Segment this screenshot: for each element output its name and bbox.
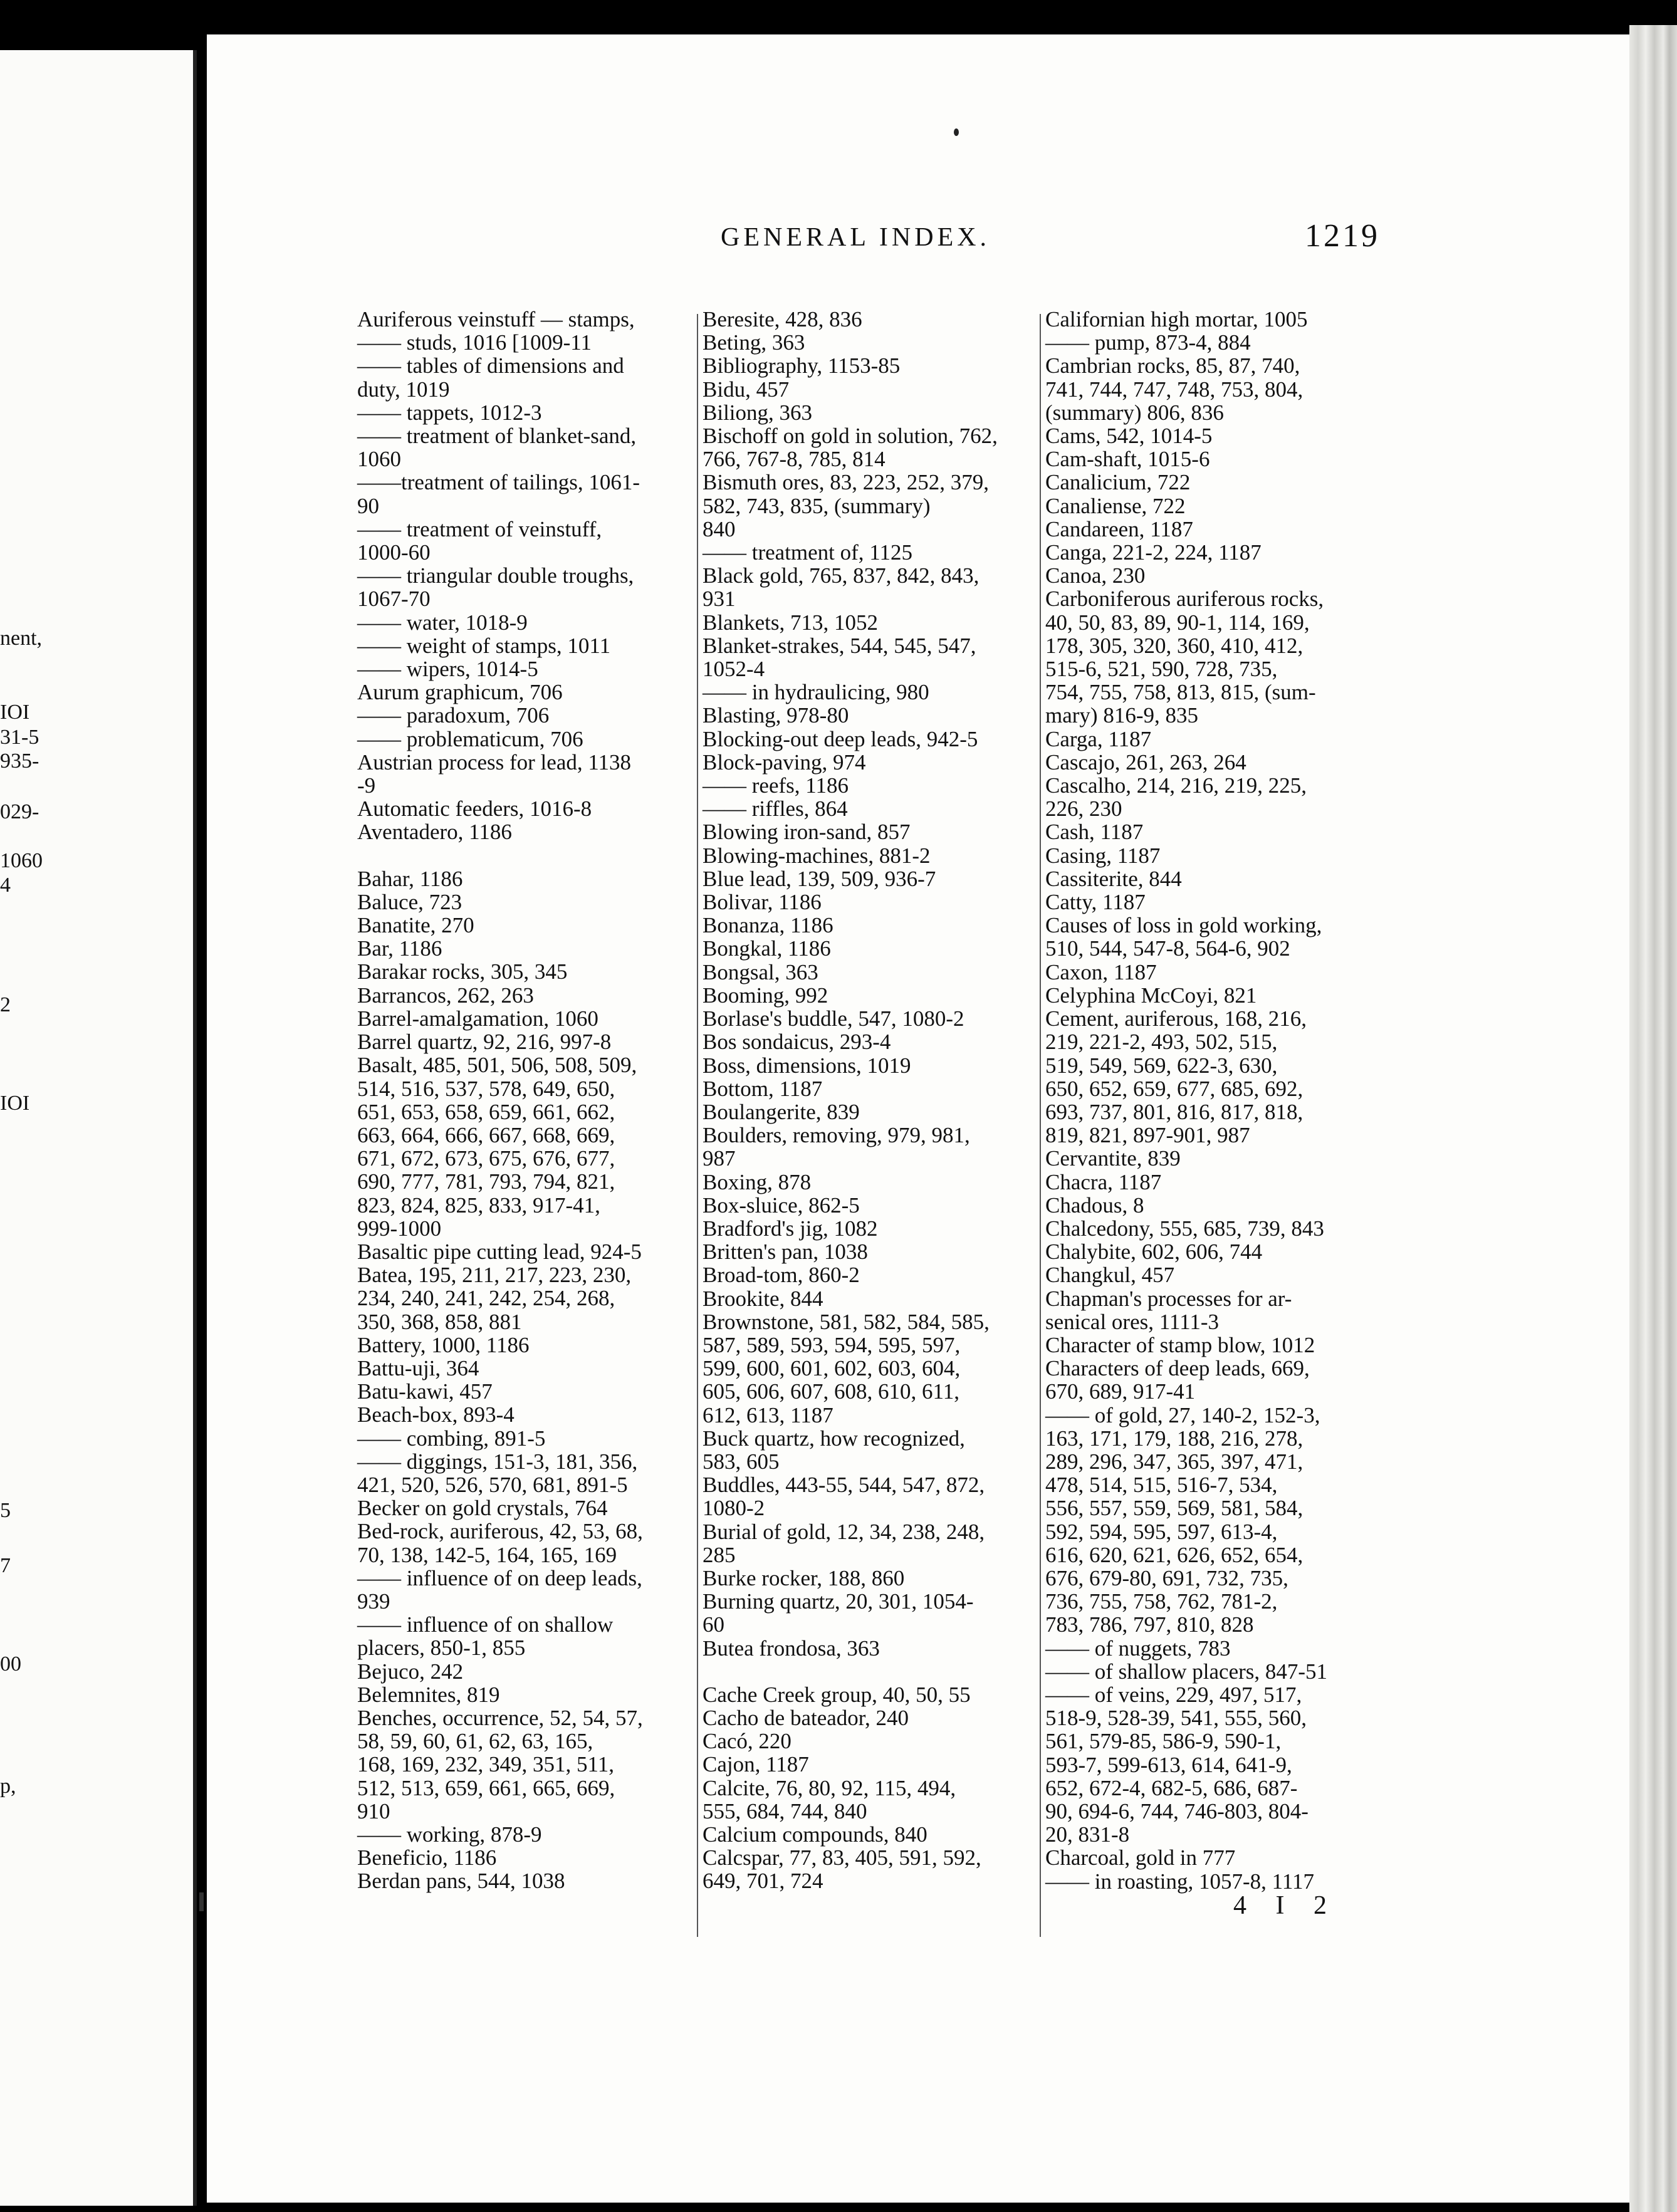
index-entry: Californian high mortar, 1005 [1045,307,1308,331]
index-entry: Bongkal, 1186 [703,936,831,961]
index-entry: 663, 664, 666, 667, 668, 669, [357,1122,615,1147]
index-entry: Bar, 1186 [357,936,442,961]
facing-page-text-fragment: p, [0,1775,16,1798]
index-entry: —— tables of dimensions and [357,353,624,378]
index-entry: —— paradoxum, 706 [357,703,550,728]
index-entry: Boxing, 878 [703,1169,812,1194]
index-entry: Cams, 542, 1014-5 [1045,424,1213,449]
index-entry: —— pump, 873-4, 884 [1045,330,1251,355]
index-entry: Battu-uji, 364 [357,1355,479,1380]
index-entry: 512, 513, 659, 661, 665, 669, [357,1775,615,1800]
index-entry: -9 [357,773,376,798]
index-entry: 599, 600, 601, 602, 603, 604, [703,1356,961,1381]
index-entry: —— influence of on deep leads, [357,1565,642,1590]
facing-page-text-fragment: 31-5 [0,726,39,749]
index-entry: 819, 821, 897-901, 987 [1045,1123,1250,1148]
index-entry: —— treatment of, 1125 [703,540,913,565]
index-entry: 754, 755, 758, 813, 815, (sum- [1045,680,1316,705]
index-entry: Blasting, 978-80 [703,703,849,728]
index-entry: 90 [357,493,379,518]
index-entry: —— of shallow placers, 847-51 [1045,1659,1328,1684]
index-entry: 593-7, 599-613, 614, 641-9, [1045,1752,1292,1777]
index-entry: 60 [703,1612,724,1637]
index-entry: Burning quartz, 20, 301, 1054- [703,1589,974,1614]
index-entry: Canoa, 230 [1045,563,1146,588]
index-entry: mary) 816-9, 835 [1045,703,1198,728]
index-entry: —— treatment of blanket-sand, [357,424,637,449]
index-entry: 519, 549, 569, 622-3, 630, [1045,1053,1278,1078]
index-entry: 556, 557, 559, 569, 581, 584, [1045,1496,1303,1521]
index-column-2 [703,308,1060,1893]
index-entry: 20, 831-8 [1045,1822,1130,1847]
index-entry: Beresite, 428, 836 [703,307,862,331]
index-entry: Bos sondaicus, 293-4 [703,1030,891,1055]
index-entry: —— in hydraulicing, 980 [703,680,929,705]
index-entry: Basaltic pipe cutting lead, 924-5 [357,1239,642,1264]
index-page [207,34,1629,2203]
index-entry: Beneficio, 1186 [357,1845,497,1870]
index-entry: 515-6, 521, 590, 728, 735, [1045,657,1278,682]
index-entry: 612, 613, 1187 [703,1402,833,1427]
section-gap [357,844,696,867]
index-entry: 285 [703,1542,736,1567]
index-entry: 219, 221-2, 493, 502, 515, [1045,1030,1278,1055]
index-entry: Block-paving, 974 [703,749,866,775]
index-entry: 605, 606, 607, 608, 610, 611, [703,1379,959,1404]
index-entry: Beach-box, 893-4 [357,1402,515,1427]
index-entry: —— triangular double troughs, [357,563,634,588]
index-entry: Cassiterite, 844 [1045,866,1182,891]
index-entry: Blowing iron-sand, 857 [703,820,911,845]
index-entry: —— combing, 891-5 [357,1426,546,1451]
index-entry: Box-sluice, 862-5 [703,1192,860,1218]
index-entry: —— riffles, 864 [703,796,848,822]
index-entry: 649, 701, 724 [703,1869,823,1894]
index-entry: Blowing-machines, 881-2 [703,843,931,868]
index-entry: Catty, 1187 [1045,890,1146,915]
index-entry: Austrian process for lead, 1138 [357,749,632,775]
index-entry: 70, 138, 142-5, 164, 165, 169 [357,1542,617,1567]
facing-page-edge [0,50,197,2206]
index-entry: Banatite, 270 [357,913,474,938]
index-entry: Aventadero, 1186 [357,820,512,845]
index-entry: Cement, auriferous, 168, 216, [1045,1006,1307,1031]
index-entry: —— working, 878-9 [357,1822,542,1847]
page-header [207,211,1629,261]
index-entry: 1080-2 [703,1496,765,1521]
index-entry: 652, 672-4, 682-5, 686, 687- [1045,1775,1298,1800]
index-entry: Canaliense, 722 [1045,493,1186,518]
index-entry: Benches, occurrence, 52, 54, 57, [357,1705,643,1730]
index-entry: 234, 240, 241, 242, 254, 268, [357,1286,615,1311]
facing-page-text-fragment: IOI [0,1092,30,1115]
index-entry: Carga, 1187 [1045,726,1152,751]
index-entry: Barakar rocks, 305, 345 [357,959,568,984]
index-entry: Candareen, 1187 [1045,516,1193,541]
index-entry: Burial of gold, 12, 34, 238, 248, [703,1519,985,1544]
facing-page-text-fragment: 7 [0,1554,11,1577]
index-entry: placers, 850-1, 855 [357,1636,526,1661]
index-entry: Buddles, 443-55, 544, 547, 872, [703,1473,985,1498]
index-entry: Bischoff on gold in solution, 762, [703,424,998,449]
index-entry: Batea, 195, 211, 217, 223, 230, [357,1263,632,1288]
index-entry: Canalicium, 722 [1045,470,1191,495]
index-entry: 226, 230 [1045,796,1122,822]
index-entry: 561, 579-85, 586-9, 590-1, [1045,1729,1282,1754]
index-entry: Calcite, 76, 80, 92, 115, 494, [703,1775,956,1800]
index-entry: 690, 777, 781, 793, 794, 821, [357,1169,615,1194]
index-entry: —— weight of stamps, 1011 [357,633,611,658]
column-rule-1 [697,314,698,1937]
index-entry: Baluce, 723 [357,889,462,914]
index-entry: Black gold, 765, 837, 842, 843, [703,563,980,588]
index-entry: Carboniferous auriferous rocks, [1045,587,1324,612]
index-entry: Belemnites, 819 [357,1682,500,1707]
index-entry: Cash, 1187 [1045,820,1144,845]
index-entry: 289, 296, 347, 365, 397, 471, [1045,1449,1303,1474]
index-entry: 1052-4 [703,657,765,682]
index-entry: Burke rocker, 188, 860 [703,1565,905,1590]
index-entry: 58, 59, 60, 61, 62, 63, 165, [357,1729,593,1754]
printer-dot [954,128,959,136]
binding-mark [199,1892,204,1911]
index-column-3 [1045,308,1400,1893]
index-entry: Bahar, 1186 [357,866,463,891]
index-entry: Barrel quartz, 92, 216, 997-8 [357,1030,612,1055]
index-entry: 676, 679-80, 691, 732, 735, [1045,1565,1288,1590]
index-entry: Boulangerite, 839 [703,1099,860,1124]
facing-page-text-fragment: 4 [0,874,11,897]
index-entry: 693, 737, 801, 816, 817, 818, [1045,1099,1303,1124]
index-entry: —— diggings, 151-3, 181, 356, [357,1449,638,1474]
index-entry: Barrancos, 262, 263 [357,983,534,1008]
index-entry: 910 [357,1798,390,1823]
index-entry: Brookite, 844 [703,1286,823,1311]
index-entry: 178, 305, 320, 360, 410, 412, [1045,633,1303,658]
index-entry: Caxon, 1187 [1045,959,1157,984]
index-entry: 582, 743, 835, (summary) [703,493,931,518]
index-entry: 741, 744, 747, 748, 753, 804, [1045,377,1303,402]
index-entry: Chadous, 8 [1045,1192,1144,1218]
index-entry: Cacho de bateador, 240 [703,1705,909,1730]
index-entry: Cascalho, 214, 216, 219, 225, [1045,773,1307,798]
index-entry: —— of gold, 27, 140-2, 152-3, [1045,1402,1320,1427]
index-entry: Automatic feeders, 1016-8 [357,796,592,822]
index-entry: Cervantite, 839 [1045,1146,1181,1171]
index-entry: 671, 672, 673, 675, 676, 677, [357,1146,615,1171]
index-entry: 840 [703,516,736,541]
index-entry: Basalt, 485, 501, 506, 508, 509, [357,1053,637,1078]
index-entry: Bed-rock, auriferous, 42, 53, 68, [357,1519,643,1544]
index-entry: Chalcedony, 555, 685, 739, 843 [1045,1216,1324,1241]
index-entry: Aurum graphicum, 706 [357,680,563,705]
index-entry: 40, 50, 83, 89, 90-1, 114, 169, [1045,610,1310,635]
signature-mark: 4 I 2 [1233,1891,1338,1920]
index-entry: Berdan pans, 544, 1038 [357,1869,565,1894]
index-entry: Batu-kawi, 457 [357,1379,493,1404]
index-entry: Chacra, 1187 [1045,1169,1162,1194]
facing-page-text-fragment: 029- [0,800,39,823]
index-entry: Causes of loss in gold working, [1045,913,1322,938]
index-entry: duty, 1019 [357,377,450,402]
index-entry: Battery, 1000, 1186 [357,1332,530,1357]
index-entry: 736, 755, 758, 762, 781-2, [1045,1589,1278,1614]
index-entry: Bradford's jig, 1082 [703,1216,878,1241]
index-entry: Blanket-strakes, 544, 545, 547, [703,633,976,658]
index-entry: Bonanza, 1186 [703,913,833,938]
index-entry: 163, 171, 179, 188, 216, 278, [1045,1426,1303,1451]
index-entry: —— problematicum, 706 [357,726,583,751]
index-entry: 670, 689, 917-41 [1045,1379,1196,1404]
index-entry: Cache Creek group, 40, 50, 55 [703,1682,971,1707]
index-entry: 592, 594, 595, 597, 613-4, [1045,1519,1278,1544]
index-entry: —— of veins, 229, 497, 517, [1045,1682,1302,1707]
index-entry: Barrel-amalgamation, 1060 [357,1006,598,1031]
index-entry: 1060 [357,447,401,472]
index-entry: 421, 520, 526, 570, 681, 891-5 [357,1472,628,1497]
page-number: 1219 [1305,218,1380,254]
index-entry: Chalybite, 602, 606, 744 [1045,1239,1263,1265]
index-entry: Biliong, 363 [703,400,813,425]
page-stack-edge [1629,25,1677,2212]
index-entry: Blankets, 713, 1052 [703,610,878,635]
index-entry: —— influence of on shallow [357,1612,614,1637]
index-entry: 650, 652, 659, 677, 685, 692, [1045,1076,1303,1101]
index-entry: 350, 368, 858, 881 [357,1309,522,1334]
facing-page-text-fragment: 2 [0,993,11,1016]
index-entry: Britten's pan, 1038 [703,1239,868,1265]
index-entry: 518-9, 528-39, 541, 555, 560, [1045,1706,1307,1731]
facing-page-text-fragment: 1060 [0,849,43,872]
index-entry: 555, 684, 744, 840 [703,1798,867,1823]
index-entry: Canga, 221-2, 224, 1187 [1045,540,1262,565]
index-entry: Butea frondosa, 363 [703,1636,880,1661]
index-entry: —— studs, 1016 [1009-11 [357,330,592,355]
index-entry: 1000-60 [357,540,431,565]
index-entry: 1067-70 [357,587,431,612]
facing-page-text-fragment: nent, [0,627,43,650]
index-entry: 478, 514, 515, 516-7, 534, [1045,1473,1278,1498]
index-entry: Cambrian rocks, 85, 87, 740, [1045,353,1300,378]
index-entry: 510, 544, 547-8, 564-6, 902 [1045,936,1290,961]
index-entry: 168, 169, 232, 349, 351, 511, [357,1752,614,1777]
index-entry: Cacó, 220 [703,1729,791,1754]
index-entry: Boss, dimensions, 1019 [703,1053,911,1078]
index-entry: Blocking-out deep leads, 942-5 [703,726,978,751]
index-entry: Cascajo, 261, 263, 264 [1045,749,1246,775]
index-entry: Celyphina McCoyi, 821 [1045,983,1257,1008]
index-entry: 783, 786, 797, 810, 828 [1045,1612,1254,1637]
index-entry: 939 [357,1589,390,1614]
facing-page-text-fragment: IOI [0,701,30,724]
index-entry: —— in roasting, 1057-8, 1117 [1045,1869,1315,1894]
index-entry: —— reefs, 1186 [703,773,849,798]
index-entry: 587, 589, 593, 594, 595, 597, [703,1332,961,1357]
index-entry: (summary) 806, 836 [1045,400,1224,425]
index-entry: 999-1000 [357,1216,442,1241]
index-entry: —— wipers, 1014-5 [357,657,538,682]
index-entry: senical ores, 1111-3 [1045,1309,1219,1334]
running-title: GENERAL INDEX. [721,223,991,252]
facing-page-text-fragment: 935- [0,749,39,773]
index-entry: Becker on gold crystals, 764 [357,1496,608,1521]
index-entry: 616, 620, 621, 626, 652, 654, [1045,1542,1303,1567]
index-entry: Blue lead, 139, 509, 936-7 [703,866,936,891]
facing-page-text-fragment: 00 [0,1652,21,1676]
index-entry: 651, 653, 658, 659, 661, 662, [357,1099,615,1124]
index-entry: Changkul, 457 [1045,1263,1175,1288]
index-entry: —— of nuggets, 783 [1045,1636,1231,1661]
index-entry: Casing, 1187 [1045,843,1161,868]
index-entry: 583, 605 [703,1449,780,1474]
index-entry: Calcspar, 77, 83, 405, 591, 592, [703,1845,981,1870]
index-entry: Bidu, 457 [703,377,790,402]
index-entry: Chapman's processes for ar- [1045,1286,1292,1311]
index-entry: 987 [703,1146,736,1171]
index-entry: Auriferous veinstuff — stamps, [357,307,635,331]
index-entry: Charcoal, gold in 777 [1045,1845,1236,1870]
section-gap [703,1660,1060,1683]
index-entry: Borlase's buddle, 547, 1080-2 [703,1006,964,1031]
index-entry: Booming, 992 [703,983,828,1008]
facing-page-text-fragment: 5 [0,1499,11,1522]
index-entry: Boulders, removing, 979, 981, [703,1123,970,1148]
index-entry: 514, 516, 537, 578, 649, 650, [357,1076,615,1101]
index-entry: Character of stamp blow, 1012 [1045,1332,1315,1357]
index-entry: Bejuco, 242 [357,1659,464,1684]
index-entry: Brownstone, 581, 582, 584, 585, [703,1309,990,1334]
index-entry: Bottom, 1187 [703,1076,823,1101]
index-entry: ——treatment of tailings, 1061- [357,470,640,495]
index-entry: Cam-shaft, 1015-6 [1045,447,1210,472]
index-entry: 90, 694-6, 744, 746-803, 804- [1045,1799,1309,1823]
index-entry: Bibliography, 1153-85 [703,353,901,378]
index-entry: Broad-tom, 860-2 [703,1263,860,1288]
index-entry: 823, 824, 825, 833, 917-41, [357,1192,600,1218]
index-entry: Beting, 363 [703,330,805,355]
index-entry: Calcium compounds, 840 [703,1822,927,1847]
index-entry: —— tappets, 1012-3 [357,400,542,425]
index-entry: —— water, 1018-9 [357,610,528,635]
index-entry: Bongsal, 363 [703,959,818,984]
index-entry: Buck quartz, how recognized, [703,1426,965,1451]
index-entry: 931 [703,587,736,612]
index-entry: Characters of deep leads, 669, [1045,1356,1310,1381]
index-entry: —— treatment of veinstuff, [357,516,602,541]
index-entry: Cajon, 1187 [703,1752,809,1777]
index-entry: Bolivar, 1186 [703,890,822,915]
index-column-1 [357,308,696,1893]
index-entry: Bismuth ores, 83, 223, 252, 379, [703,470,989,495]
index-entry: 766, 767-8, 785, 814 [703,447,886,472]
